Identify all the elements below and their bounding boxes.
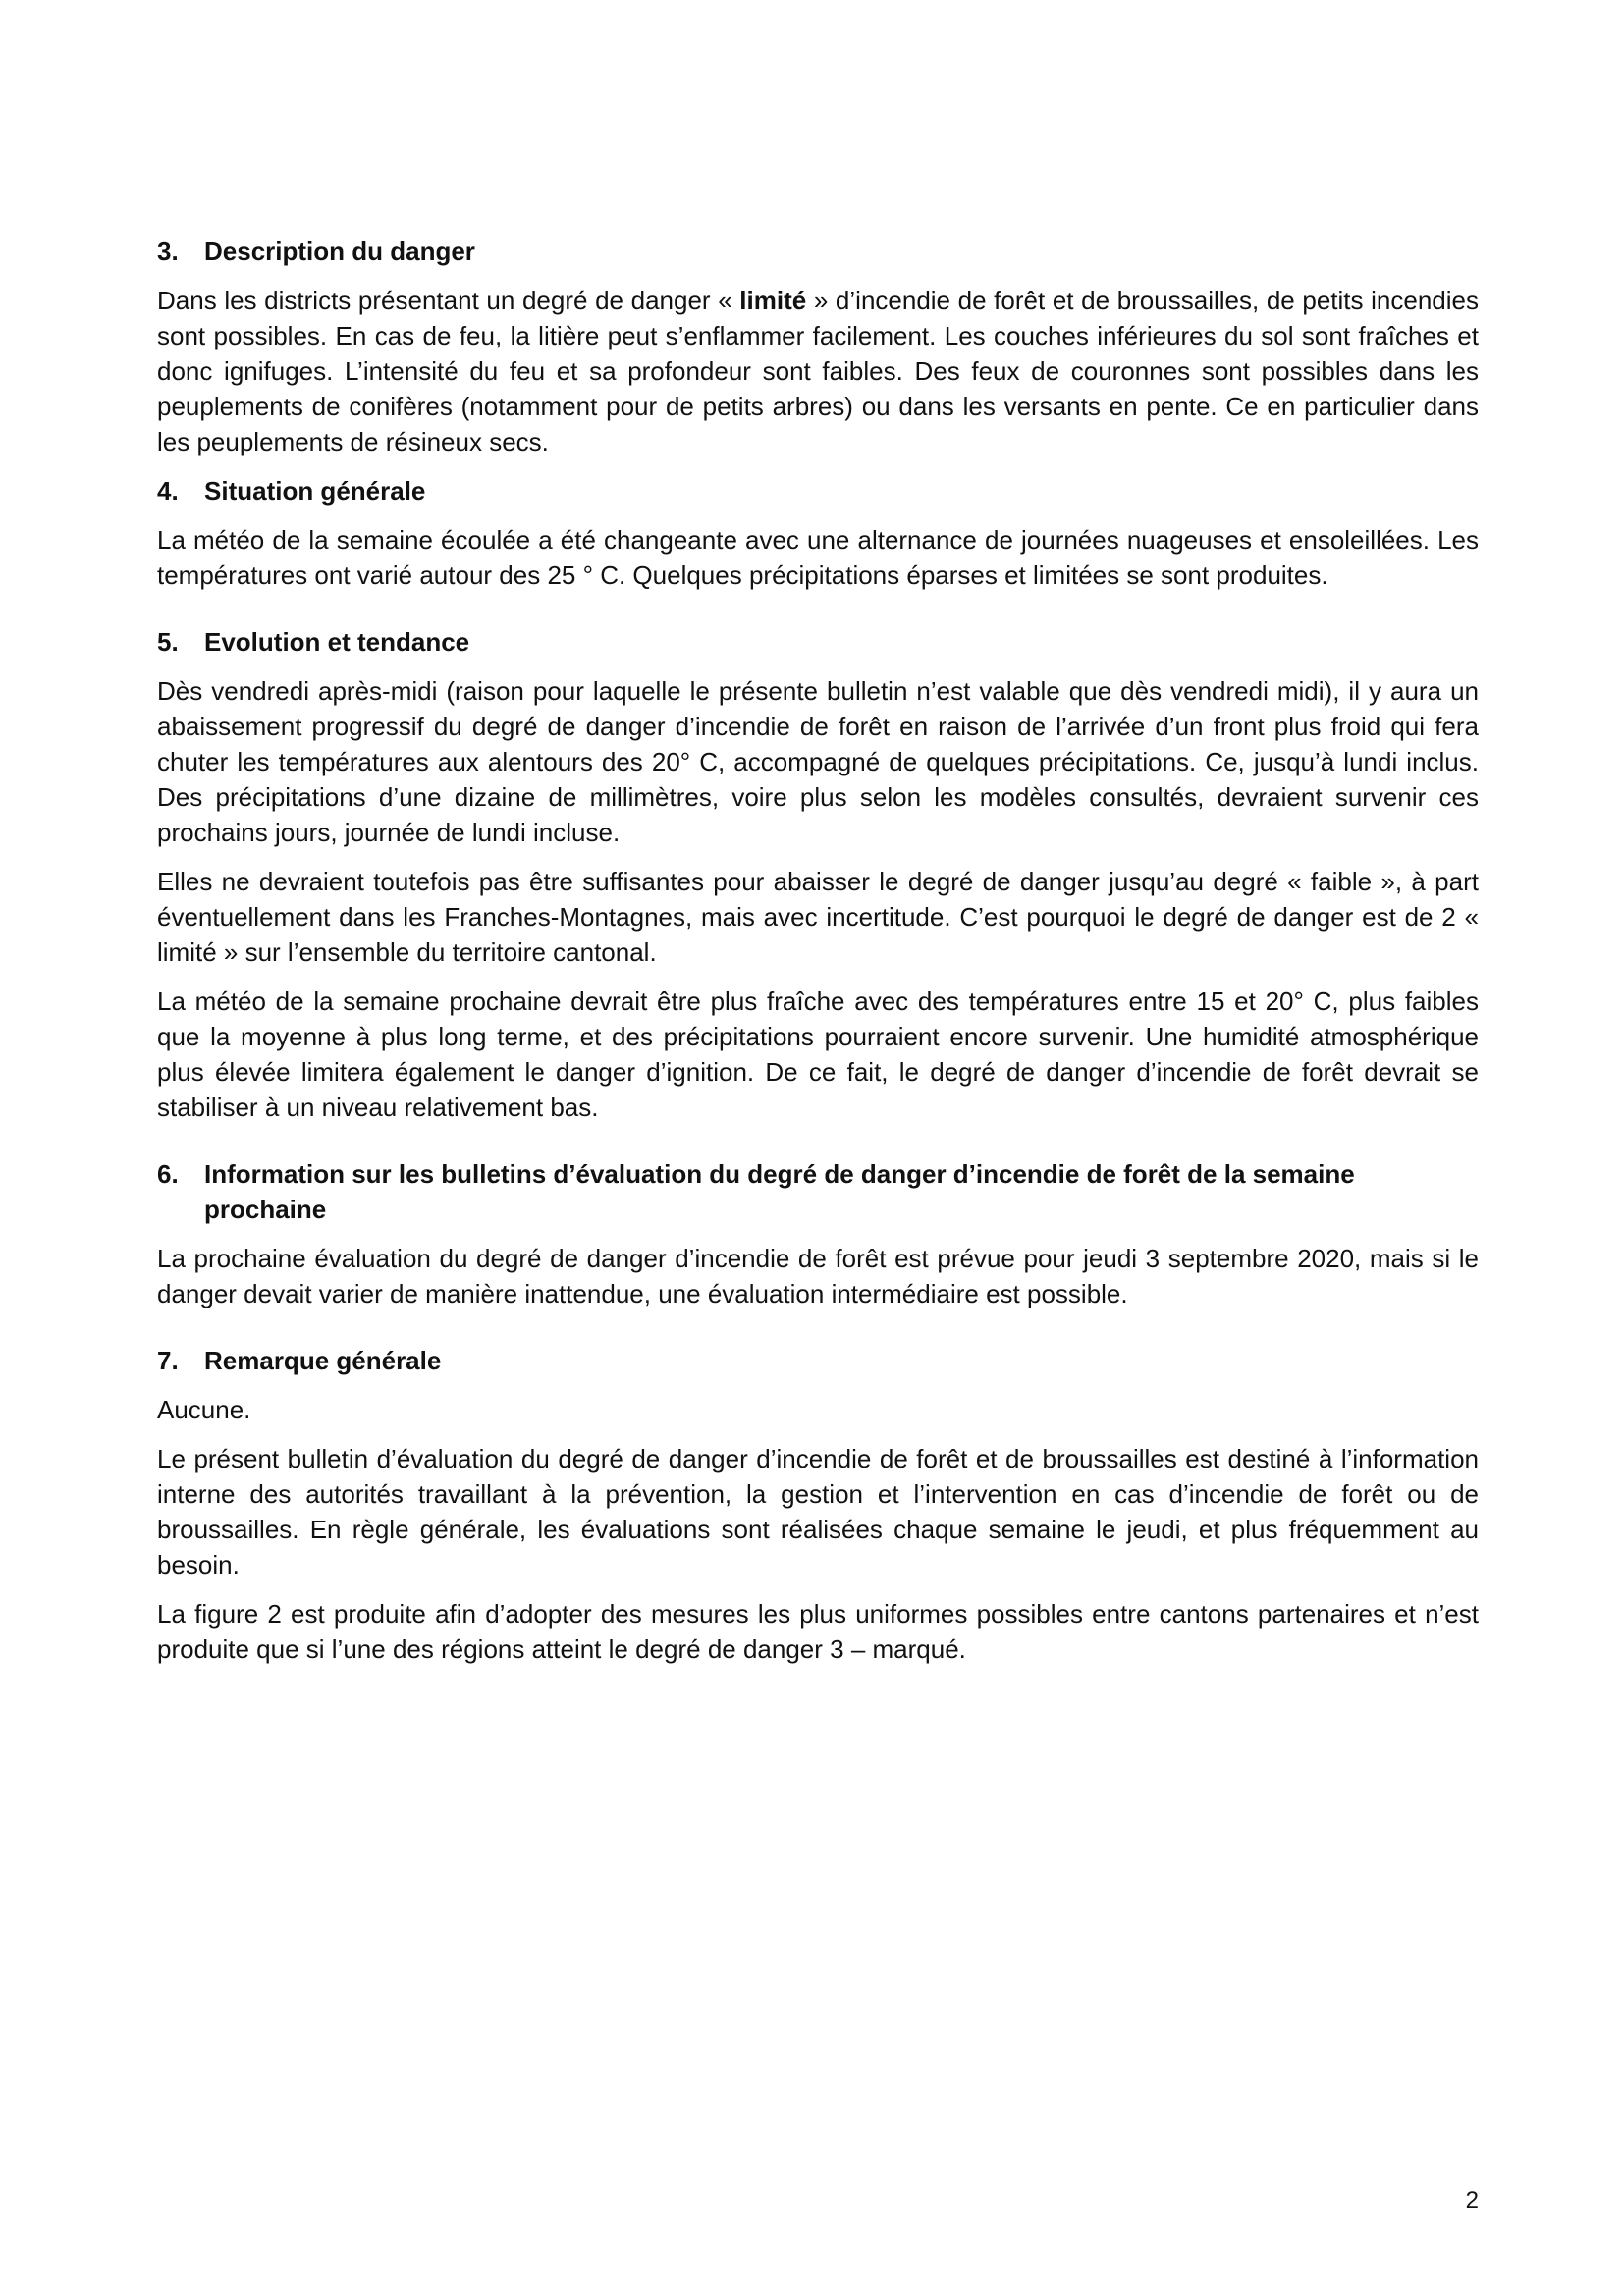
section-number: 6. <box>157 1159 179 1189</box>
section-6 <box>157 1156 1479 1311</box>
paragraph: Aucune. <box>157 1395 251 1424</box>
section-number: 5. <box>157 627 179 657</box>
paragraph <box>157 283 1479 459</box>
section-heading <box>157 234 1479 269</box>
section-heading <box>157 1343 1479 1378</box>
text-run: » d’incendie de forêt et de broussailles, de petits incendies sont possibles. En cas de feu, la litière peut s’enflammer facilement. Les couches inférieures du sol sont fraîches et donc ignifuges. L’intensité du feu et sa profondeur sont faibles. Des feux de couronnes sont possibles dans les peuplements de conifères (notamment pour de petits arbres) ou dans les versants en pente. Ce en particulier dans les peuplements de résineux secs. <box>157 286 1479 456</box>
page-number: 2 <box>1465 2187 1479 2214</box>
section-number: 4. <box>157 476 179 506</box>
document-body <box>157 234 1479 1681</box>
section-heading <box>157 473 1479 508</box>
section-title: Information sur les bulletins d’évaluation du degré de danger d’incendie de forêt de la semaine prochaine <box>204 1159 1355 1224</box>
section-title: Remarque générale <box>204 1346 442 1375</box>
paragraph: La météo de la semaine prochaine devrait être plus fraîche avec des températures entre 15 et 20° C, plus faibles que la moyenne à plus long terme, et des précipitations pourraient encore survenir. Une humidité atmosphérique plus élevée limitera également le danger d’ignition. De ce fait, le degré de danger d’incendie de forêt devrait se stabiliser à un niveau relativement bas. <box>157 987 1479 1122</box>
paragraph: Elles ne devraient toutefois pas être suffisantes pour abaisser le degré de danger jusqu’au degré « faible », à part éventuellement dans les Franches-Montagnes, mais avec incertitude. C’est pourquoi le degré de danger est de 2 « limité » sur l’ensemble du territoire cantonal. <box>157 867 1479 967</box>
paragraph: Le présent bulletin d’évaluation du degré de danger d’incendie de forêt et de broussailles est destiné à l’information interne des autorités travaillant à la prévention, la gestion et l’intervention en cas d’incendie de forêt ou de broussailles. En règle générale, les évaluations sont réalisées chaque semaine le jeudi, et plus fréquemment au besoin. <box>157 1444 1479 1579</box>
section-title: Situation générale <box>204 476 426 506</box>
paragraph: La figure 2 est produite afin d’adopter des mesures les plus uniformes possibles entre cantons partenaires et n’est produite que si l’une des régions atteint le degré de danger 3 – marqué. <box>157 1599 1479 1664</box>
section-title: Description du danger <box>204 237 475 266</box>
section-7 <box>157 1343 1479 1667</box>
section-4 <box>157 473 1479 593</box>
section-number: 3. <box>157 237 179 266</box>
section-title: Evolution et tendance <box>204 627 470 657</box>
section-3 <box>157 234 1479 459</box>
section-heading <box>157 624 1479 660</box>
section-5 <box>157 624 1479 1125</box>
section-heading <box>157 1156 1479 1227</box>
section-number: 7. <box>157 1346 179 1375</box>
text-run: Dans les districts présentant un degré de danger « <box>157 286 740 315</box>
paragraph: La prochaine évaluation du degré de danger d’incendie de forêt est prévue pour jeudi 3 septembre 2020, mais si le danger devait varier de manière inattendue, une évaluation intermédiaire est possible. <box>157 1244 1479 1308</box>
paragraph: La météo de la semaine écoulée a été changeante avec une alternance de journées nuageuses et ensoleillées. Les températures ont varié autour des 25 ° C. Quelques précipitations éparses et limitées se sont produites. <box>157 525 1479 590</box>
bold-text: limité <box>739 286 807 315</box>
paragraph: Dès vendredi après-midi (raison pour laquelle le présente bulletin n’est valable que dès vendredi midi), il y aura un abaissement progressif du degré de danger d’incendie de forêt en raison de l’arrivée d’un front plus froid qui fera chuter les températures aux alentours des 20° C, accompagné de quelques précipitations. Ce, jusqu’à lundi inclus. Des précipitations d’une dizaine de millimètres, voire plus selon les modèles consultés, devraient survenir ces prochains jours, journée de lundi incluse. <box>157 676 1479 847</box>
